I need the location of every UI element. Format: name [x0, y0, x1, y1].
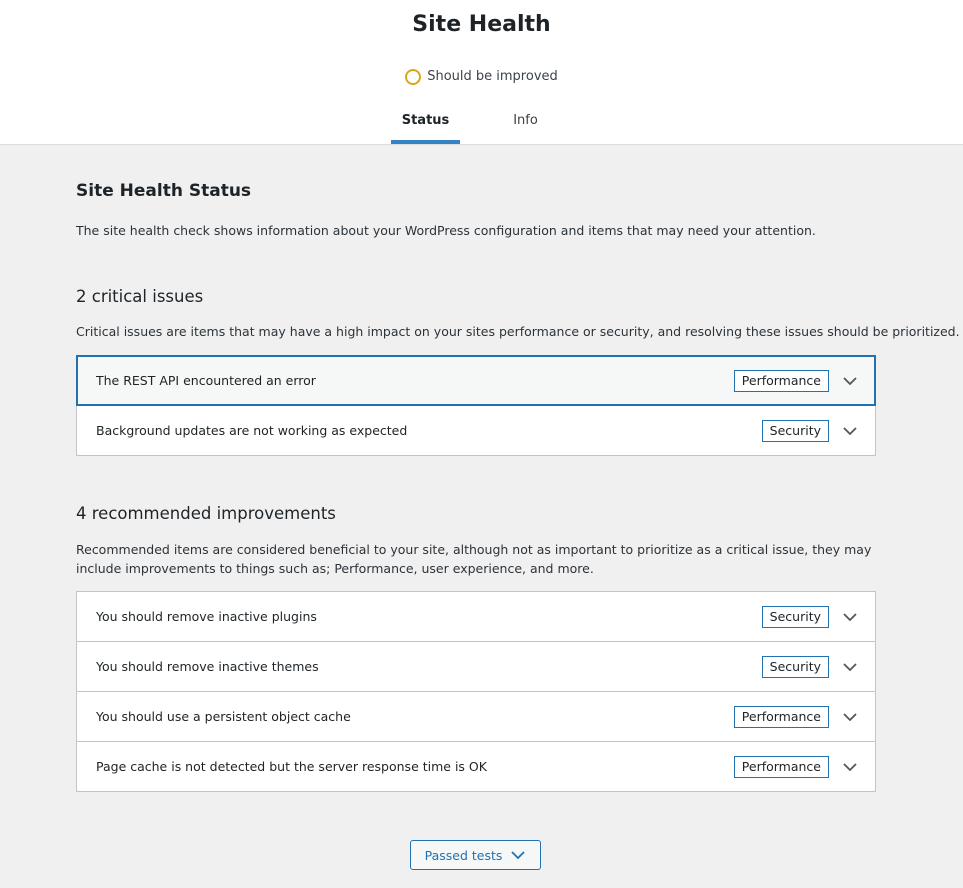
critical-issues-description: Critical issues are items that may have a high impact on your sites performance or security, and resolving these issues should be prioritized.	[76, 324, 960, 339]
health-status-label: Should be improved	[427, 69, 558, 84]
page-title: Site Health	[412, 12, 551, 37]
issue-background-updates[interactable]	[77, 405, 875, 455]
chevron-down-icon[interactable]	[842, 709, 858, 725]
category-badge: Security	[762, 606, 829, 628]
tab-status[interactable]	[391, 108, 460, 144]
issue-title: Page cache is not detected but the server response time is OK	[96, 759, 487, 774]
tab-info[interactable]	[491, 108, 560, 144]
issue-title: You should remove inactive plugins	[96, 609, 317, 624]
tab-info-label: Info	[513, 113, 538, 128]
category-badge: Performance	[734, 370, 829, 392]
health-status	[0, 66, 963, 93]
passed-tests-button[interactable]	[410, 840, 541, 870]
issue-title: Background updates are not working as expected	[96, 423, 408, 438]
recommended-improvements-description: Recommended items are considered beneficial to your site, although not as important to prioritize as a critical issue, they may include improvements to things such as; Performance, user experience, and more.	[76, 542, 872, 576]
critical-issues-list	[76, 355, 876, 456]
status-circle-icon	[405, 69, 421, 85]
category-badge: Performance	[734, 706, 829, 728]
chevron-down-icon	[510, 847, 526, 863]
chevron-down-icon[interactable]	[842, 423, 858, 439]
issue-persistent-object-cache[interactable]	[77, 691, 875, 741]
chevron-down-icon[interactable]	[842, 659, 858, 675]
recommended-improvements-list	[76, 591, 876, 792]
issue-page-cache[interactable]	[77, 741, 875, 791]
category-badge: Performance	[734, 756, 829, 778]
issue-inactive-themes[interactable]	[77, 641, 875, 691]
issue-title: The REST API encountered an error	[96, 373, 316, 388]
chevron-down-icon[interactable]	[842, 759, 858, 775]
critical-issues-heading: 2 critical issues	[76, 287, 204, 306]
tab-status-label: Status	[401, 113, 450, 128]
tab-bar	[0, 108, 963, 144]
health-status-indicator	[405, 66, 558, 88]
recommended-improvements-heading: 4 recommended improvements	[76, 504, 336, 523]
issue-title: You should use a persistent object cache	[96, 709, 351, 724]
issue-inactive-plugins[interactable]	[77, 592, 875, 641]
issue-title: You should remove inactive themes	[96, 659, 319, 674]
section-title: Site Health Status	[76, 181, 252, 201]
section-description: The site health check shows information about your WordPress configuration and items that may need your attention.	[76, 223, 816, 238]
passed-tests-label: Passed tests	[424, 847, 503, 863]
chevron-down-icon[interactable]	[842, 373, 858, 389]
category-badge: Security	[762, 420, 829, 442]
category-badge: Security	[762, 656, 829, 678]
issue-rest-api-error[interactable]	[77, 356, 875, 405]
chevron-down-icon[interactable]	[842, 609, 858, 625]
site-health-header	[0, 0, 963, 145]
